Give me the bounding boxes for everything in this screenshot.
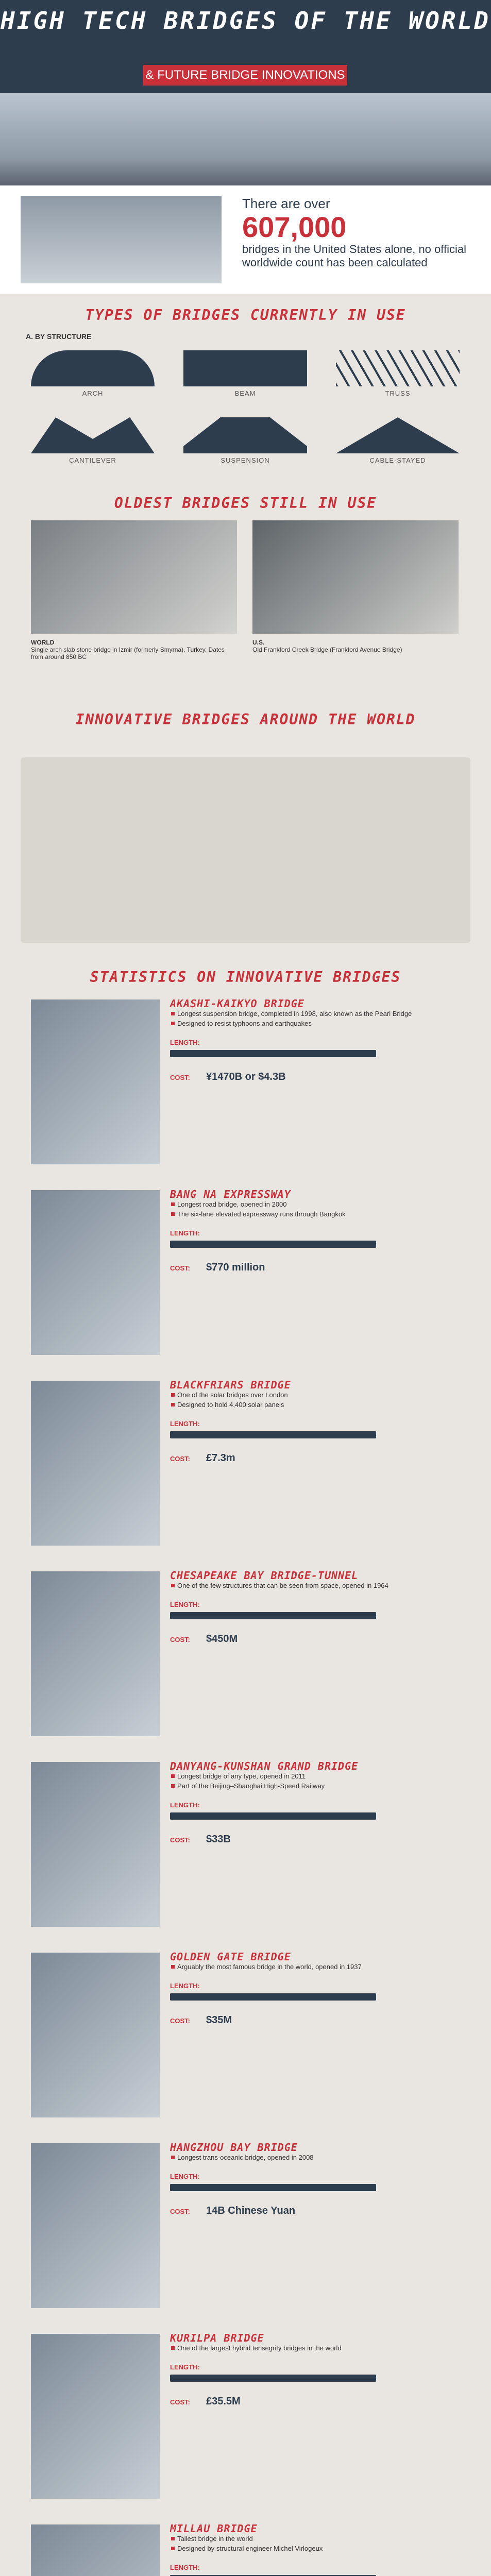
by-structure-label: A. BY STRUCTURE	[26, 332, 92, 341]
bridge-fact: Designed by structural engineer Michel Virlogeux	[177, 2544, 459, 2553]
type-cantilever: CANTILEVER	[26, 417, 160, 479]
bridge-fact: Longest bridge of any type, opened in 2011	[177, 1772, 459, 1781]
bridge-photo	[31, 1953, 160, 2117]
oldest-us-photo	[252, 520, 459, 634]
page-subtitle: & FUTURE BRIDGE INNOVATIONS	[143, 65, 347, 86]
length-label: LENGTH:	[170, 1801, 200, 1809]
bridge-photo	[31, 1762, 160, 1927]
cost-label: COST:	[170, 1836, 190, 1844]
bridge-fact: Longest trans-oceanic bridge, opened in 2008	[177, 2153, 459, 2162]
cost-label: COST:	[170, 2398, 190, 2406]
bridge-photo	[31, 2524, 160, 2576]
type-arch: ARCH	[26, 350, 160, 412]
bridge-name: BLACKFRIARS BRIDGE	[170, 1379, 291, 1391]
length-label: LENGTH:	[170, 1420, 200, 1428]
type-cable-stayed: CABLE-STAYED	[331, 417, 465, 479]
bridge-photo	[31, 999, 160, 1164]
bridge-photo	[31, 1381, 160, 1546]
bridge-fact: Longest road bridge, opened in 2000	[177, 1200, 459, 1209]
bridge-stat-4	[31, 1571, 464, 1747]
length-label: LENGTH:	[170, 1601, 200, 1608]
bridge-name: GOLDEN GATE BRIDGE	[170, 1951, 291, 1963]
bridge-name: DANYANG-KUNSHAN GRAND BRIDGE	[170, 1760, 359, 1772]
length-label: LENGTH:	[170, 2173, 200, 2180]
bridge-fact: One of the solar bridges over London	[177, 1391, 459, 1399]
cost-value: $450M	[206, 1633, 238, 1645]
stats-title: STATISTICS ON INNOVATIVE BRIDGES	[90, 969, 401, 986]
type-beam: BEAM	[178, 350, 312, 412]
world-text: Single arch slab stone bridge in Izmir (formerly Smyrna), Turkey. Dates from around 850 BC	[31, 646, 225, 660]
bridge-stat-7	[31, 2143, 464, 2318]
bridge-fact: One of the largest hybrid tensegrity bridges in the world	[177, 2344, 459, 2352]
cost-value: $33B	[206, 1834, 231, 1845]
bridge-fact: One of the few structures that can be seen from space, opened in 1964	[177, 1581, 459, 1590]
intro-line1: There are over	[242, 196, 330, 211]
us-text: Old Frankford Creek Bridge (Frankford Avenue Bridge)	[252, 646, 402, 653]
length-bar	[170, 1812, 376, 1820]
bridge-photo	[31, 2143, 160, 2308]
type-truss: TRUSS	[331, 350, 465, 412]
bridge-name: KURILPA BRIDGE	[170, 2332, 264, 2344]
cost-value: £7.3m	[206, 1452, 235, 1464]
us-label: U.S.	[252, 639, 265, 646]
oldest-world-photo	[31, 520, 237, 634]
bridge-stat-1	[31, 999, 464, 1175]
bridge-stat-6	[31, 1953, 464, 2128]
cost-label: COST:	[170, 1636, 190, 1643]
bridge-name: AKASHI-KAIKYO BRIDGE	[170, 997, 304, 1010]
bridge-fact: Part of the Beijing–Shanghai High-Speed Railway	[177, 1782, 459, 1790]
bridge-fact: Designed to resist typhoons and earthquakes	[177, 1019, 459, 1028]
bridge-fact: Tallest bridge in the world	[177, 2534, 459, 2543]
type-suspension: SUSPENSION	[178, 417, 312, 479]
length-bar	[170, 1612, 376, 1619]
length-label: LENGTH:	[170, 2363, 200, 2371]
intro-panel	[0, 185, 491, 294]
length-bar	[170, 2375, 376, 2382]
bridge-stat-2	[31, 1190, 464, 1365]
bridge-name: BANG NA EXPRESSWAY	[170, 1188, 291, 1200]
bridge-stat-8	[31, 2334, 464, 2509]
cost-label: COST:	[170, 1455, 190, 1463]
length-bar	[170, 1050, 376, 1057]
world-label: WORLD	[31, 639, 55, 646]
cost-value: $35M	[206, 2014, 232, 2026]
bridge-fact: Longest suspension bridge, completed in 1998, also known as the Pearl Bridge	[177, 1009, 459, 1018]
bridge-fact: Arguably the most famous bridge in the world, opened in 1937	[177, 1962, 459, 1971]
bridge-name: HANGZHOU BAY BRIDGE	[170, 2141, 298, 2154]
world-map	[21, 757, 470, 943]
intro-number: 607,000	[242, 211, 347, 243]
length-label: LENGTH:	[170, 1039, 200, 1046]
bridge-name: MILLAU BRIDGE	[170, 2522, 258, 2535]
bridge-tower-photo	[21, 196, 222, 283]
cost-value: 14B Chinese Yuan	[206, 2205, 296, 2216]
cost-value: $770 million	[206, 1262, 265, 1273]
length-bar	[170, 1993, 376, 2001]
cost-value: £35.5M	[206, 2396, 241, 2407]
length-label: LENGTH:	[170, 2564, 200, 2571]
cost-value: ¥1470B or $4.3B	[206, 1071, 286, 1082]
cost-label: COST:	[170, 2017, 190, 2025]
oldest-title: OLDEST BRIDGES STILL IN USE	[114, 495, 377, 512]
bridge-photo	[31, 1571, 160, 1736]
bridge-photo	[0, 93, 491, 185]
length-bar	[170, 1431, 376, 1438]
bridge-fact: The six-lane elevated expressway runs through Bangkok	[177, 1210, 459, 1218]
cost-label: COST:	[170, 1074, 190, 1081]
types-title: TYPES OF BRIDGES CURRENTLY IN USE	[85, 307, 406, 324]
cost-label: COST:	[170, 1264, 190, 1272]
bridge-stat-9	[31, 2524, 464, 2576]
intro-line2: bridges in the United States alone, no official worldwide count has been calculated	[242, 243, 466, 269]
header-banner	[0, 0, 491, 185]
length-bar	[170, 1241, 376, 1248]
bridge-stat-3	[31, 1381, 464, 1556]
innovative-title: INNOVATIVE BRIDGES AROUND THE WORLD	[75, 711, 416, 728]
length-bar	[170, 2184, 376, 2191]
page-title: HIGH TECH BRIDGES OF THE WORLD	[1, 7, 490, 35]
bridge-name: CHESAPEAKE BAY BRIDGE-TUNNEL	[170, 1569, 359, 1582]
bridge-photo	[31, 1190, 160, 1355]
bridge-photo	[31, 2334, 160, 2499]
cost-label: COST:	[170, 2208, 190, 2215]
length-label: LENGTH:	[170, 1229, 200, 1237]
length-label: LENGTH:	[170, 1982, 200, 1990]
bridge-stat-5	[31, 1762, 464, 1937]
bridge-fact: Designed to hold 4,400 solar panels	[177, 1400, 459, 1409]
